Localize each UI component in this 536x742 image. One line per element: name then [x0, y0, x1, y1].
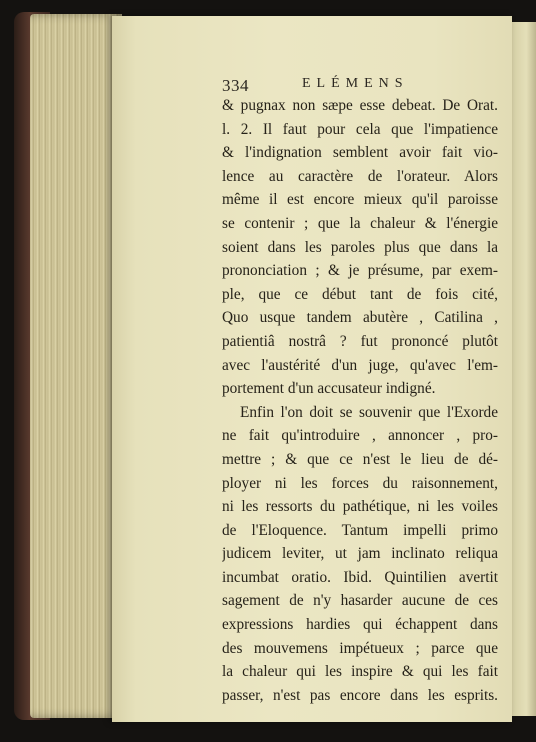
- facing-page-edge: [512, 22, 536, 716]
- text-line: Enfin l'on doit se souvenir que l'Exorde: [240, 403, 498, 421]
- page-number: 334: [222, 76, 249, 95]
- text-line: & pugnax non sæpe esse debeat. De Orat.: [222, 97, 498, 114]
- text-line: incumbat oratio. Ibid. Quintilien avertit: [222, 568, 498, 586]
- text-line: des mouvemens impétueux ; parce que: [222, 639, 498, 657]
- text-line: même il est encore mieux qu'il paroisse: [222, 191, 498, 209]
- running-title: ELÉMENS: [302, 76, 409, 91]
- text-line: soient dans les paroles plus que dans la: [222, 238, 498, 256]
- text-line: Quo usque tandem abutère , Catilina ,: [222, 309, 498, 327]
- text-line: ployer ni les forces du raisonnement,: [222, 474, 498, 492]
- page-edges: [30, 14, 122, 718]
- text-line: la chaleur qui les inspire & qui les fait: [222, 663, 498, 681]
- text-line: ple, que ce début tant de fois cité,: [222, 285, 498, 303]
- text-line: sagement de n'y hasarder aucune de ces: [222, 592, 498, 610]
- text-line: de l'Eloquence. Tantum impelli primo: [222, 521, 498, 539]
- text-line: prononciation ; & je présume, par exem-: [222, 262, 498, 280]
- text-line: expressions hardies qui échappent dans: [222, 616, 498, 634]
- text-line: passer, n'est pas encore dans les esprits.: [222, 686, 498, 704]
- text-line: ni les ressorts du pathétique, ni les voiles: [222, 498, 498, 516]
- text-line: avec l'austérité d'un juge, qu'avec l'em-: [222, 356, 498, 374]
- text-line: mettre ; & que ce n'est le lieu de dé-: [222, 450, 498, 468]
- text-line: & l'indignation semblent avoir fait vio-: [222, 144, 498, 162]
- body-text: [222, 94, 498, 707]
- text-line: se contenir ; que la chaleur & l'énergie: [222, 214, 498, 232]
- text-line: judicem leviter, ut jam inclinato reliqua: [222, 545, 498, 563]
- text-line: patientiâ nostrâ ? fut prononcé plutôt: [222, 332, 498, 350]
- text-line: ne fait qu'introduire , annoncer , pro-: [222, 427, 498, 445]
- text-line: portement d'un accusateur indigné.: [222, 380, 436, 398]
- text-line: lence au caractère de l'orateur. Alors: [222, 167, 498, 185]
- text-line: l. 2. Il faut pour cela que l'impatience: [222, 120, 498, 138]
